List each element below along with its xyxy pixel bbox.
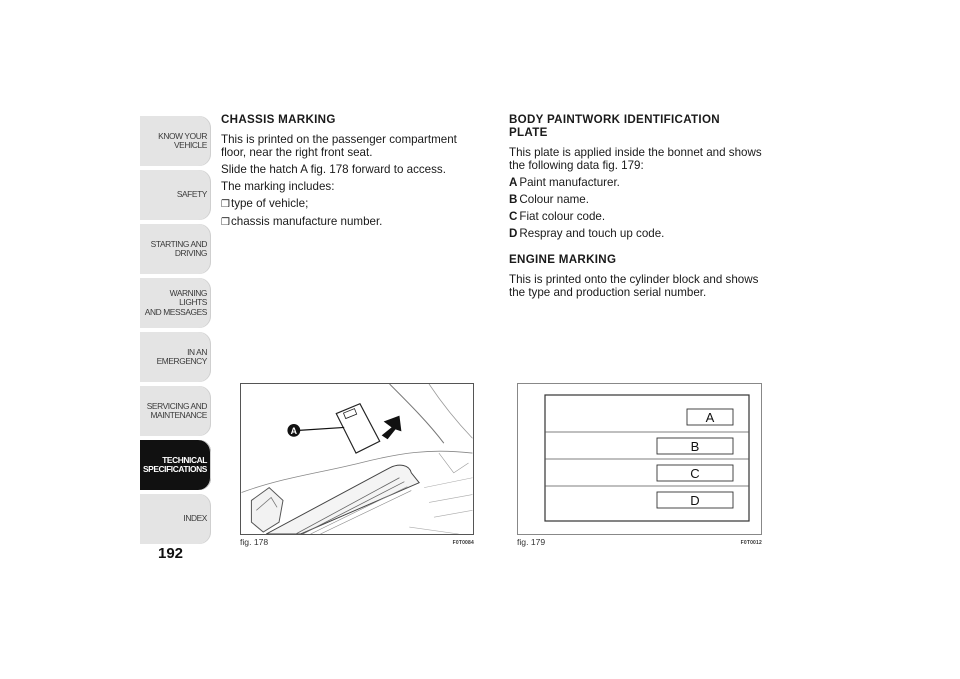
list-item: B Colour name.	[509, 193, 589, 206]
plate-field-label: B	[690, 439, 700, 454]
paragraph: The marking includes:	[221, 180, 335, 193]
list-item: ❒type of vehicle;	[221, 197, 309, 210]
tab-starting-and-driving[interactable]: STARTING AND DRIVING	[140, 224, 211, 274]
paragraph: This is printed onto the cylinder block and shows the type and production serial number.	[509, 273, 759, 299]
list-item: ❒chassis manufacture number.	[221, 215, 383, 228]
paragraph: Slide the hatch A fig. 178 forward to access.	[221, 163, 446, 176]
tab-know-your-vehicle[interactable]: KNOW YOUR VEHICLE	[140, 116, 211, 166]
tab-index[interactable]: INDEX	[140, 494, 211, 544]
list-item: C Fiat colour code.	[509, 210, 606, 223]
figure-caption: fig. 178	[240, 537, 269, 547]
plate-field-label: C	[690, 466, 700, 481]
figure-caption: fig. 179	[517, 537, 546, 547]
tab-in-an-emergency[interactable]: IN AN EMERGENCY	[140, 332, 211, 382]
list-item: D Respray and touch up code.	[509, 227, 665, 240]
paragraph: This plate is applied inside the bonnet and shows the following data fig. 179:	[509, 146, 762, 172]
callout-label: A	[290, 425, 298, 436]
tab-servicing-and-maintenance[interactable]: SERVICING AND MAINTENANCE	[140, 386, 211, 436]
checkbox-bullet-icon: ❒	[221, 217, 230, 228]
body-paintwork-section	[509, 113, 767, 303]
tab-technical-specifications[interactable]: TECHNICAL SPECIFICATIONS	[140, 440, 211, 490]
plate-field-label: A	[705, 410, 715, 425]
paragraph: This is printed on the passenger compartment floor, near the right front seat.	[221, 133, 457, 159]
tab-warning-lights[interactable]: WARNING LIGHTS AND MESSAGES	[140, 278, 211, 328]
checkbox-bullet-icon: ❒	[221, 199, 230, 210]
figure-code: F0T0084	[452, 540, 474, 546]
section-heading: BODY PAINTWORK IDENTIFICATION PLATE	[509, 113, 720, 139]
chassis-marking-section	[221, 113, 479, 233]
list-item: A Paint manufacturer.	[509, 176, 620, 189]
figure-178	[240, 383, 474, 547]
section-heading: ENGINE MARKING	[509, 253, 617, 266]
figure-179	[517, 383, 762, 547]
paint-plate-illustration	[517, 383, 762, 535]
chassis-floor-illustration	[240, 383, 474, 535]
page-number: 192	[158, 545, 184, 562]
section-heading: CHASSIS MARKING	[221, 113, 336, 126]
tab-safety[interactable]: SAFETY	[140, 170, 211, 220]
figure-code: F0T0012	[740, 540, 762, 546]
plate-field-label: D	[690, 493, 700, 508]
